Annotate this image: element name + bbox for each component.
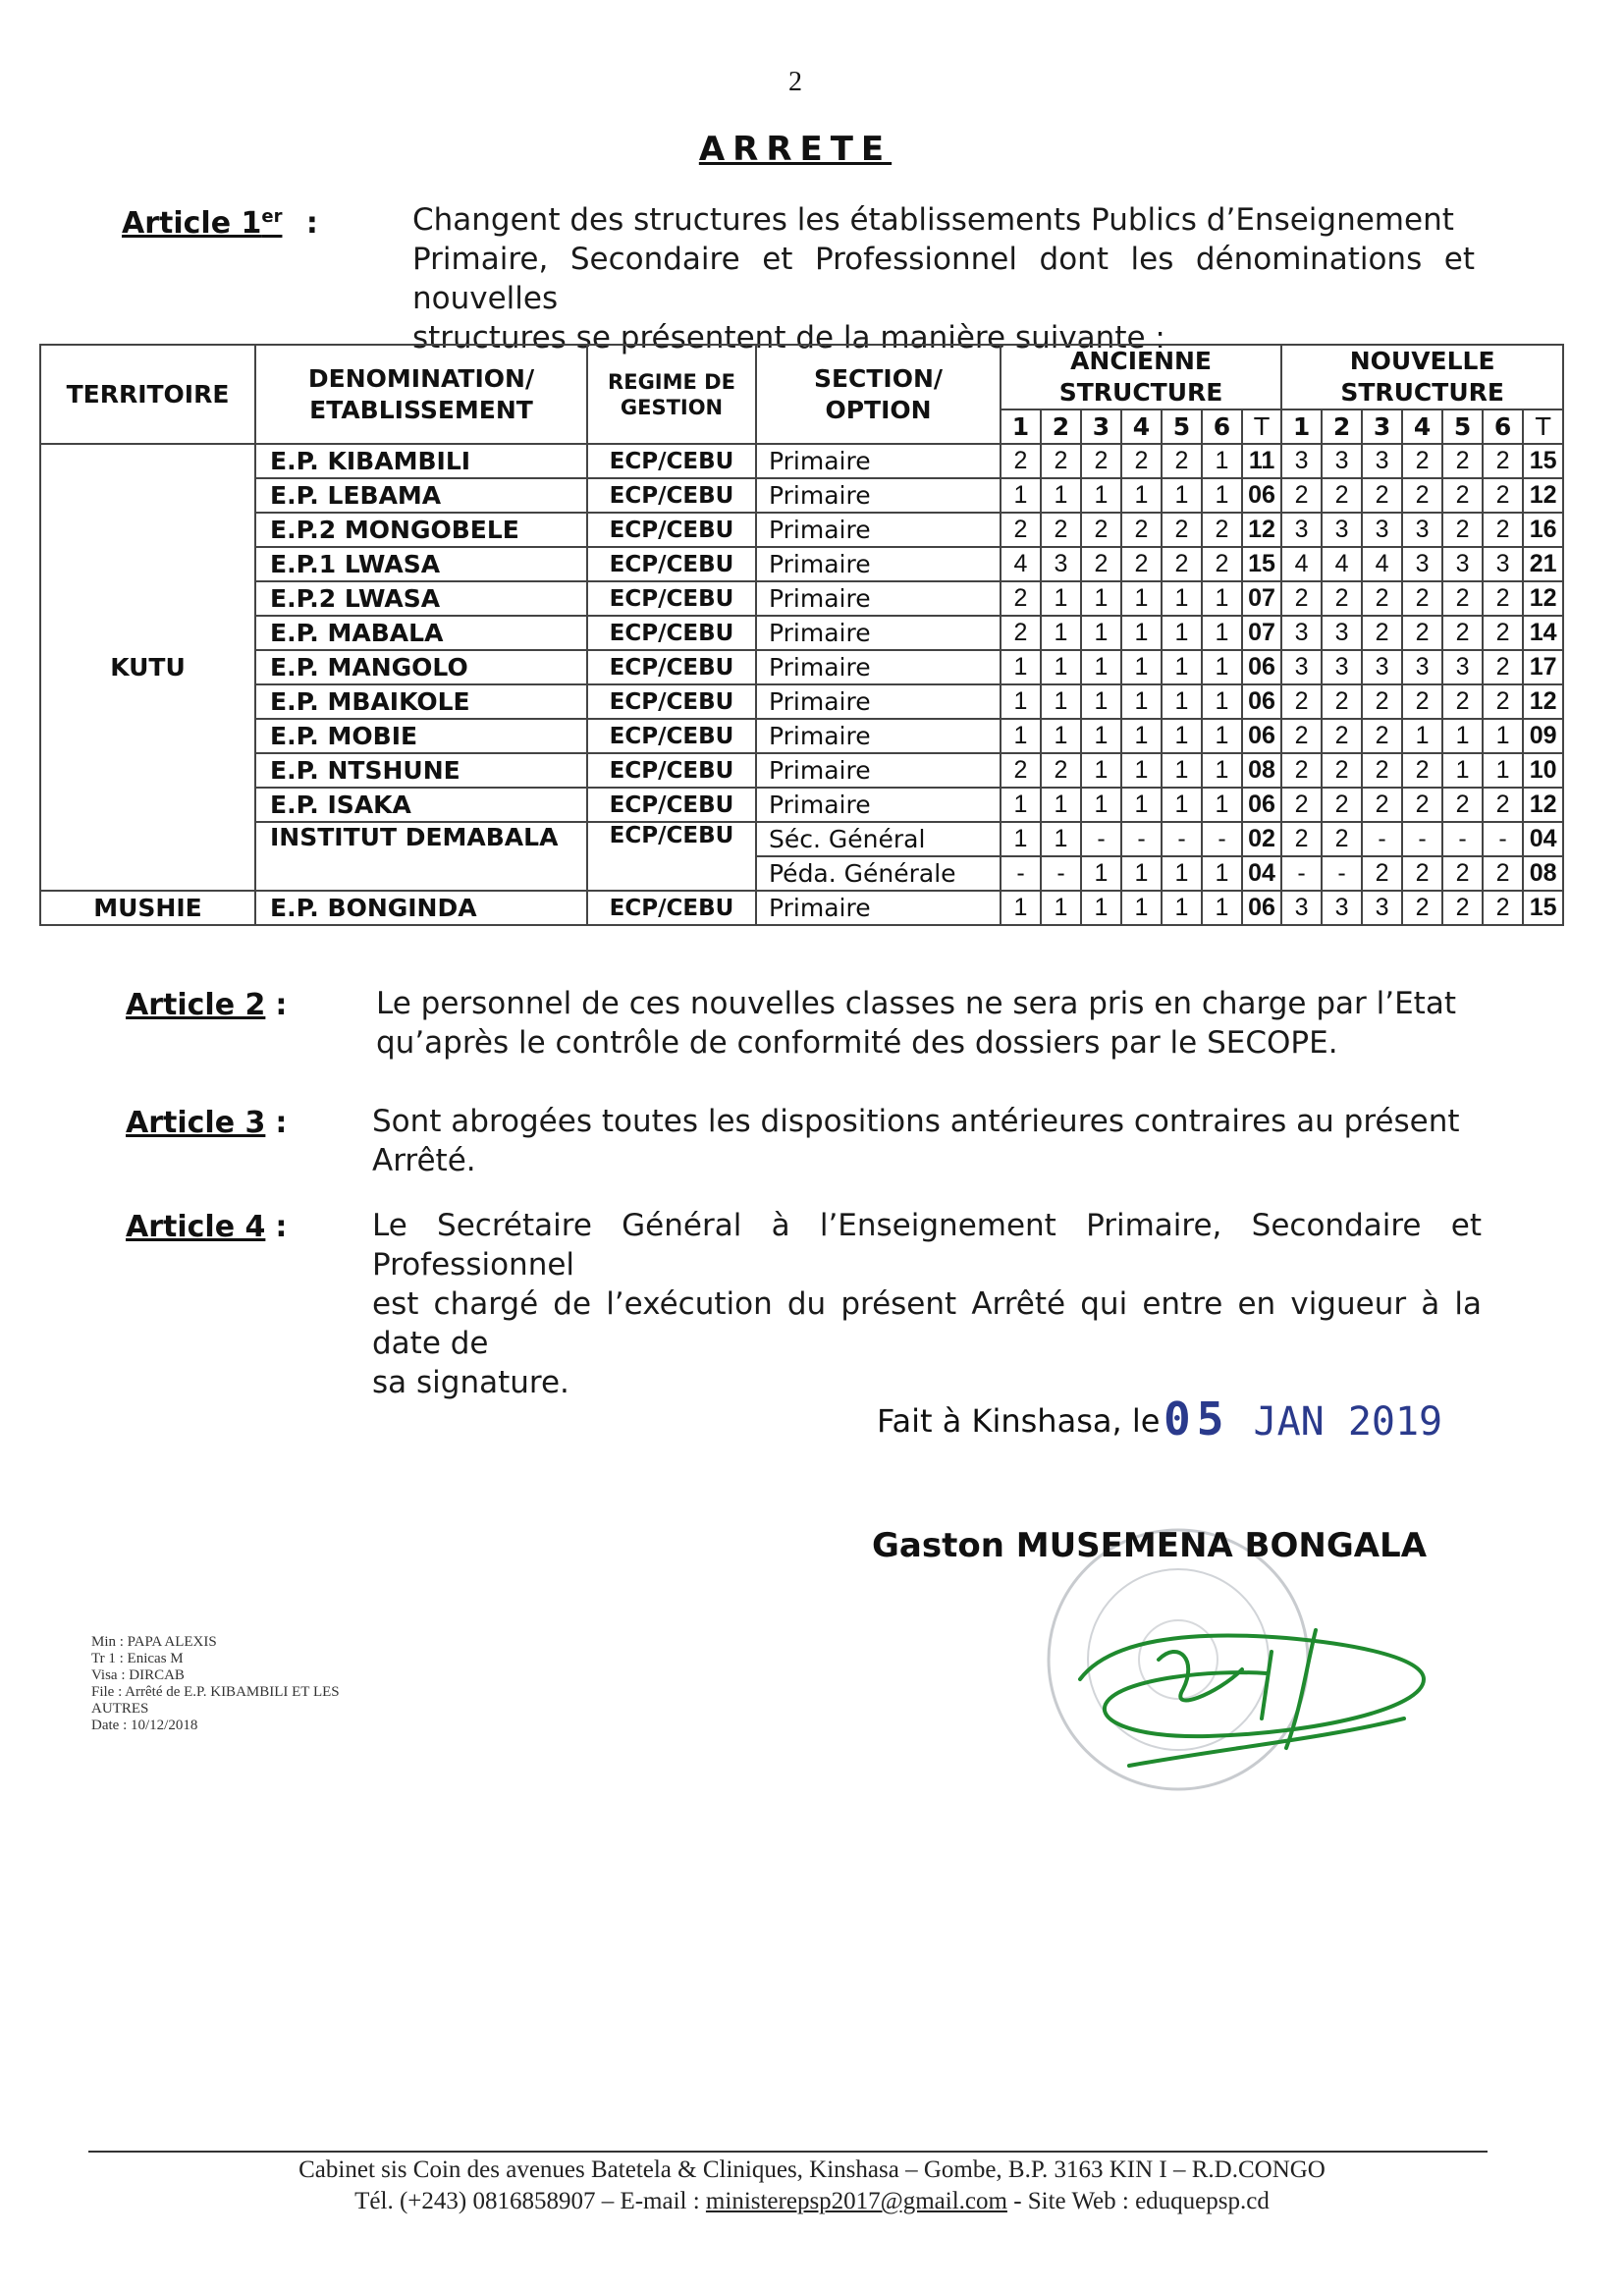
total-cell: 12: [1242, 513, 1281, 547]
class-count-cell: 2: [1281, 581, 1322, 616]
establishment-cell: E.P. ISAKA: [255, 788, 587, 822]
class-count-cell: -: [1402, 822, 1442, 856]
regime-cell: ECP/CEBU: [587, 478, 756, 513]
class-count-cell: 1: [1162, 616, 1202, 650]
class-count-cell: 3: [1322, 513, 1362, 547]
class-count-cell: 3: [1402, 650, 1442, 684]
class-count-cell: 1: [1041, 822, 1081, 856]
class-count-cell: 2: [1402, 788, 1442, 822]
total-cell: 09: [1523, 719, 1563, 753]
class-count-cell: 2: [1483, 684, 1523, 719]
total-cell: 04: [1523, 822, 1563, 856]
establishment-cell: E.P. LEBAMA: [255, 478, 587, 513]
total-cell: 16: [1523, 513, 1563, 547]
class-count-cell: 2: [1362, 719, 1402, 753]
establishment-cell: E.P. KIBAMBILI: [255, 444, 587, 478]
table-row: [40, 581, 1563, 616]
regime-cell: ECP/CEBU: [587, 753, 756, 788]
class-count-cell: 2: [1362, 581, 1402, 616]
total-cell: 17: [1523, 650, 1563, 684]
regime-cell: ECP/CEBU: [587, 616, 756, 650]
class-count-cell: 1: [1121, 650, 1162, 684]
class-count-cell: -: [1121, 822, 1162, 856]
class-count-cell: 1: [1041, 788, 1081, 822]
class-count-cell: 1: [1202, 788, 1242, 822]
class-count-cell: 2: [1402, 478, 1442, 513]
class-count-cell: 2: [1362, 684, 1402, 719]
class-count-cell: 2: [1442, 856, 1483, 891]
class-count-cell: 3: [1322, 444, 1362, 478]
section-cell: Primaire: [756, 547, 1001, 581]
class-count-cell: 2: [1202, 547, 1242, 581]
total-cell: 07: [1242, 581, 1281, 616]
class-count-cell: 1: [1121, 684, 1162, 719]
class-count-cell: 1: [1162, 753, 1202, 788]
total-cell: 08: [1242, 753, 1281, 788]
class-count-cell: 1: [1121, 891, 1162, 925]
class-count-cell: -: [1162, 822, 1202, 856]
class-count-cell: 1: [1081, 616, 1121, 650]
table-row: [40, 891, 1563, 925]
class-count-cell: 1: [1483, 719, 1523, 753]
header-ancienne-structure: ANCIENNE STRUCTURE: [1001, 345, 1281, 409]
class-count-cell: 2: [1483, 616, 1523, 650]
section-cell: Primaire: [756, 478, 1001, 513]
class-count-cell: 1: [1202, 581, 1242, 616]
class-count-cell: 4: [1362, 547, 1402, 581]
establishment-cell: E.P. BONGINDA: [255, 891, 587, 925]
table-row: [40, 478, 1563, 513]
class-count-cell: 2: [1041, 753, 1081, 788]
table-row: [40, 650, 1563, 684]
class-count-cell: 2: [1041, 444, 1081, 478]
subcol: 5: [1162, 409, 1202, 444]
class-count-cell: 2: [1281, 684, 1322, 719]
class-count-cell: -: [1442, 822, 1483, 856]
table-row: [40, 513, 1563, 547]
class-count-cell: 2: [1121, 444, 1162, 478]
class-count-cell: 1: [1121, 616, 1162, 650]
class-count-cell: 2: [1202, 513, 1242, 547]
class-count-cell: 2: [1281, 788, 1322, 822]
class-count-cell: 2: [1483, 513, 1523, 547]
class-count-cell: 4: [1281, 547, 1322, 581]
class-count-cell: 2: [1322, 822, 1362, 856]
class-count-cell: 1: [1121, 719, 1162, 753]
class-count-cell: 2: [1442, 513, 1483, 547]
total-cell: 12: [1523, 581, 1563, 616]
class-count-cell: 1: [1202, 478, 1242, 513]
regime-cell: ECP/CEBU: [587, 513, 756, 547]
header-section: SECTION/ OPTION: [756, 345, 1001, 444]
total-cell: 15: [1242, 547, 1281, 581]
section-cell: Primaire: [756, 650, 1001, 684]
class-count-cell: -: [1041, 856, 1081, 891]
establishment-cell: E.P. MOBIE: [255, 719, 587, 753]
class-count-cell: 3: [1362, 891, 1402, 925]
class-count-cell: 1: [1402, 719, 1442, 753]
footer-contact: Tél. (+243) 0816858907 – E-mail : ministerepsp2017@gmail.com - Site Web : eduquepsp.cd: [354, 2188, 1270, 2214]
regime-cell: ECP/CEBU: [587, 650, 756, 684]
article-1-text: Changent des structures les établissements Publics d’Enseignement Primaire, Secondaire et Professionnel dont les dénominations et nouvelles structures se présentent de la manière suivante :: [412, 202, 1475, 355]
class-count-cell: 2: [1322, 788, 1362, 822]
class-count-cell: 2: [1483, 856, 1523, 891]
territory-cell: KUTU: [40, 444, 255, 891]
subcol: 3: [1362, 409, 1402, 444]
total-cell: 02: [1242, 822, 1281, 856]
subcol: 6: [1483, 409, 1523, 444]
footer-divider: [88, 2151, 1488, 2153]
section-cell: Primaire: [756, 684, 1001, 719]
class-count-cell: 3: [1281, 650, 1322, 684]
regime-cell: ECP/CEBU: [587, 788, 756, 822]
table-header: [40, 345, 1563, 444]
class-count-cell: -: [1322, 856, 1362, 891]
class-count-cell: 1: [1162, 478, 1202, 513]
table-row: [40, 788, 1563, 822]
header-nouvelle-structure: NOUVELLE STRUCTURE: [1281, 345, 1563, 409]
class-count-cell: 2: [1001, 753, 1041, 788]
article-3-label: Article 3 :: [126, 1106, 288, 1140]
class-count-cell: 2: [1001, 513, 1041, 547]
regime-cell: ECP/CEBU: [587, 444, 756, 478]
class-count-cell: 2: [1322, 478, 1362, 513]
total-cell: 12: [1523, 684, 1563, 719]
class-count-cell: 1: [1081, 684, 1121, 719]
table-body: [40, 444, 1563, 925]
section-cell: Péda. Générale: [756, 856, 1001, 891]
class-count-cell: 2: [1121, 547, 1162, 581]
class-count-cell: 3: [1281, 891, 1322, 925]
class-count-cell: 2: [1442, 788, 1483, 822]
document-title: ARRETE: [698, 130, 893, 169]
signer-name: Gaston MUSEMENA BONGALA: [872, 1526, 1428, 1565]
class-count-cell: 3: [1322, 891, 1362, 925]
total-cell: 06: [1242, 684, 1281, 719]
total-cell: 10: [1523, 753, 1563, 788]
class-count-cell: 2: [1442, 684, 1483, 719]
article-2-label: Article 2 :: [126, 988, 288, 1022]
header-denomination: DENOMINATION/ ETABLISSEMENT: [255, 345, 587, 444]
total-cell: 07: [1242, 616, 1281, 650]
class-count-cell: 1: [1041, 719, 1081, 753]
class-count-cell: 2: [1362, 616, 1402, 650]
class-count-cell: 1: [1121, 581, 1162, 616]
section-cell: Primaire: [756, 788, 1001, 822]
class-count-cell: -: [1281, 856, 1322, 891]
class-count-cell: 1: [1442, 719, 1483, 753]
class-count-cell: 2: [1281, 753, 1322, 788]
table-row: [40, 719, 1563, 753]
class-count-cell: 3: [1281, 513, 1322, 547]
subcol: 5: [1442, 409, 1483, 444]
class-count-cell: 1: [1162, 856, 1202, 891]
class-count-cell: 1: [1001, 788, 1041, 822]
class-count-cell: 1: [1041, 684, 1081, 719]
establishment-cell: E.P. MANGOLO: [255, 650, 587, 684]
regime-cell: ECP/CEBU: [587, 719, 756, 753]
class-count-cell: 1: [1081, 788, 1121, 822]
class-count-cell: 1: [1001, 822, 1041, 856]
article-4-text: Le Secrétaire Général à l’Enseignement Primaire, Secondaire et Professionnel est chargé de l’exécution du présent Arrêté qui entre en vigueur à la date de sa signature.: [372, 1208, 1482, 1400]
handwritten-signature-icon: [1070, 1601, 1443, 1777]
class-count-cell: 1: [1001, 650, 1041, 684]
regime-cell: ECP/CEBU: [587, 547, 756, 581]
class-count-cell: 1: [1041, 650, 1081, 684]
class-count-cell: 2: [1281, 719, 1322, 753]
section-cell: Primaire: [756, 581, 1001, 616]
establishment-cell: INSTITUT DEMABALA: [255, 822, 587, 891]
class-count-cell: 2: [1081, 547, 1121, 581]
class-count-cell: 2: [1362, 788, 1402, 822]
total-cell: 06: [1242, 788, 1281, 822]
class-count-cell: 1: [1081, 650, 1121, 684]
class-count-cell: 2: [1281, 478, 1322, 513]
class-count-cell: 2: [1322, 753, 1362, 788]
footer-address: Cabinet sis Coin des avenues Batetela & Cliniques, Kinshasa – Gombe, B.P. 3163 KIN I – R.D.CONGO: [298, 2156, 1326, 2183]
class-count-cell: 2: [1041, 513, 1081, 547]
structures-table: [39, 344, 1564, 926]
section-cell: Primaire: [756, 444, 1001, 478]
class-count-cell: 2: [1442, 444, 1483, 478]
class-count-cell: 2: [1162, 547, 1202, 581]
class-count-cell: 1: [1041, 478, 1081, 513]
class-count-cell: 2: [1402, 891, 1442, 925]
class-count-cell: 2: [1402, 684, 1442, 719]
establishment-cell: E.P.2 LWASA: [255, 581, 587, 616]
table-row: [40, 822, 1563, 856]
section-cell: Primaire: [756, 616, 1001, 650]
class-count-cell: 1: [1202, 891, 1242, 925]
class-count-cell: -: [1483, 822, 1523, 856]
regime-cell: ECP/CEBU: [587, 581, 756, 616]
total-cell: 12: [1523, 788, 1563, 822]
class-count-cell: 2: [1081, 444, 1121, 478]
class-count-cell: 2: [1442, 478, 1483, 513]
class-count-cell: 1: [1041, 891, 1081, 925]
class-count-cell: 1: [1483, 753, 1523, 788]
subcol: 2: [1041, 409, 1081, 444]
subcol: 4: [1402, 409, 1442, 444]
class-count-cell: 2: [1281, 822, 1322, 856]
class-count-cell: 1: [1162, 650, 1202, 684]
header-regime: REGIME DE GESTION: [587, 345, 756, 444]
class-count-cell: 1: [1202, 684, 1242, 719]
total-cell: 14: [1523, 616, 1563, 650]
table-row: [40, 616, 1563, 650]
regime-cell: ECP/CEBU: [587, 822, 756, 891]
class-count-cell: 1: [1001, 478, 1041, 513]
class-count-cell: 1: [1162, 788, 1202, 822]
section-cell: Primaire: [756, 891, 1001, 925]
subcol: T: [1242, 409, 1281, 444]
establishment-cell: E.P. NTSHUNE: [255, 753, 587, 788]
class-count-cell: 2: [1362, 753, 1402, 788]
class-count-cell: 2: [1483, 581, 1523, 616]
subcol: 1: [1281, 409, 1322, 444]
subcol: 4: [1121, 409, 1162, 444]
class-count-cell: 3: [1362, 444, 1402, 478]
class-count-cell: 2: [1081, 513, 1121, 547]
territory-cell: MUSHIE: [40, 891, 255, 925]
class-count-cell: 1: [1001, 719, 1041, 753]
class-count-cell: 3: [1442, 650, 1483, 684]
class-count-cell: 4: [1322, 547, 1362, 581]
class-count-cell: 3: [1362, 650, 1402, 684]
class-count-cell: 1: [1081, 753, 1121, 788]
header-territoire: TERRITOIRE: [40, 345, 255, 444]
class-count-cell: 1: [1081, 719, 1121, 753]
class-count-cell: 2: [1322, 581, 1362, 616]
class-count-cell: 2: [1001, 616, 1041, 650]
class-count-cell: 3: [1322, 616, 1362, 650]
total-cell: 06: [1242, 478, 1281, 513]
table-row: [40, 547, 1563, 581]
class-count-cell: 3: [1402, 513, 1442, 547]
regime-cell: ECP/CEBU: [587, 891, 756, 925]
class-count-cell: 3: [1483, 547, 1523, 581]
article-3-text: Sont abrogées toutes les dispositions antérieures contraires au présent Arrêté.: [372, 1104, 1460, 1178]
class-count-cell: 2: [1162, 444, 1202, 478]
date-stamp: 05 JAN 2019: [1164, 1392, 1443, 1446]
class-count-cell: 2: [1322, 684, 1362, 719]
class-count-cell: 1: [1001, 684, 1041, 719]
page-number: 2: [788, 67, 802, 97]
total-cell: 15: [1523, 444, 1563, 478]
total-cell: 21: [1523, 547, 1563, 581]
class-count-cell: 3: [1442, 547, 1483, 581]
class-count-cell: -: [1202, 822, 1242, 856]
section-cell: Séc. Général: [756, 822, 1001, 856]
class-count-cell: 2: [1483, 650, 1523, 684]
class-count-cell: 1: [1041, 616, 1081, 650]
class-count-cell: 2: [1362, 856, 1402, 891]
subcol: 2: [1322, 409, 1362, 444]
table-row: [40, 753, 1563, 788]
table-row: [40, 444, 1563, 478]
class-count-cell: 1: [1202, 856, 1242, 891]
class-count-cell: 2: [1162, 513, 1202, 547]
class-count-cell: 2: [1442, 616, 1483, 650]
class-count-cell: -: [1362, 822, 1402, 856]
class-count-cell: 3: [1281, 444, 1322, 478]
class-count-cell: 2: [1402, 616, 1442, 650]
class-count-cell: 2: [1322, 719, 1362, 753]
class-count-cell: 2: [1402, 581, 1442, 616]
class-count-cell: 3: [1041, 547, 1081, 581]
total-cell: 06: [1242, 650, 1281, 684]
article-2-text: Le personnel de ces nouvelles classes ne sera pris en charge par l’Etat qu’après le contrôle de conformité des dossiers par le SECOPE.: [376, 986, 1456, 1061]
email-link[interactable]: ministerepsp2017@gmail.com: [705, 2188, 1007, 2214]
subcol: 6: [1202, 409, 1242, 444]
class-count-cell: 1: [1001, 891, 1041, 925]
class-count-cell: 1: [1202, 444, 1242, 478]
class-count-cell: 1: [1121, 478, 1162, 513]
class-count-cell: 2: [1442, 581, 1483, 616]
class-count-cell: 1: [1202, 650, 1242, 684]
class-count-cell: 1: [1162, 719, 1202, 753]
total-cell: 06: [1242, 719, 1281, 753]
article-1-label: Article 1er :: [122, 206, 318, 241]
total-cell: 04: [1242, 856, 1281, 891]
section-cell: Primaire: [756, 719, 1001, 753]
section-cell: Primaire: [756, 513, 1001, 547]
class-count-cell: 2: [1001, 581, 1041, 616]
class-count-cell: 2: [1442, 891, 1483, 925]
class-count-cell: 4: [1001, 547, 1041, 581]
class-count-cell: 1: [1202, 719, 1242, 753]
article-4-label: Article 4 :: [126, 1210, 288, 1244]
class-count-cell: 2: [1483, 788, 1523, 822]
class-count-cell: 1: [1121, 753, 1162, 788]
table-row: [40, 684, 1563, 719]
class-count-cell: 3: [1402, 547, 1442, 581]
class-count-cell: 1: [1202, 616, 1242, 650]
class-count-cell: 2: [1483, 444, 1523, 478]
class-count-cell: 1: [1081, 891, 1121, 925]
class-count-cell: 2: [1402, 856, 1442, 891]
class-count-cell: -: [1081, 822, 1121, 856]
class-count-cell: 1: [1162, 891, 1202, 925]
total-cell: 08: [1523, 856, 1563, 891]
establishment-cell: E.P. MABALA: [255, 616, 587, 650]
class-count-cell: 1: [1121, 856, 1162, 891]
class-count-cell: 1: [1121, 788, 1162, 822]
class-count-cell: 1: [1041, 581, 1081, 616]
total-cell: 12: [1523, 478, 1563, 513]
class-count-cell: 2: [1402, 753, 1442, 788]
class-count-cell: 1: [1162, 581, 1202, 616]
regime-cell: ECP/CEBU: [587, 684, 756, 719]
class-count-cell: 3: [1362, 513, 1402, 547]
class-count-cell: 1: [1081, 478, 1121, 513]
class-count-cell: 3: [1281, 616, 1322, 650]
internal-references: Min : PAPA ALEXIS Tr 1 : Enicas M Visa : DIRCAB File : Arrêté de E.P. KIBAMBILI ET LES AUTRES Date : 10/12/2018: [91, 1634, 340, 1733]
subcol: T: [1523, 409, 1563, 444]
place-date-text: Fait à Kinshasa, le: [877, 1402, 1161, 1440]
total-cell: 15: [1523, 891, 1563, 925]
total-cell: 11: [1242, 444, 1281, 478]
class-count-cell: 1: [1202, 753, 1242, 788]
subcol: 1: [1001, 409, 1041, 444]
class-count-cell: 2: [1001, 444, 1041, 478]
class-count-cell: 1: [1162, 684, 1202, 719]
class-count-cell: 2: [1483, 478, 1523, 513]
establishment-cell: E.P.2 MONGOBELE: [255, 513, 587, 547]
establishment-cell: E.P. MBAIKOLE: [255, 684, 587, 719]
establishment-cell: E.P.1 LWASA: [255, 547, 587, 581]
class-count-cell: 1: [1081, 856, 1121, 891]
section-cell: Primaire: [756, 753, 1001, 788]
subcol: 3: [1081, 409, 1121, 444]
class-count-cell: 3: [1322, 650, 1362, 684]
class-count-cell: 2: [1402, 444, 1442, 478]
class-count-cell: 2: [1362, 478, 1402, 513]
class-count-cell: 1: [1081, 581, 1121, 616]
class-count-cell: 1: [1442, 753, 1483, 788]
class-count-cell: 2: [1121, 513, 1162, 547]
class-count-cell: -: [1001, 856, 1041, 891]
total-cell: 06: [1242, 891, 1281, 925]
class-count-cell: 2: [1483, 891, 1523, 925]
